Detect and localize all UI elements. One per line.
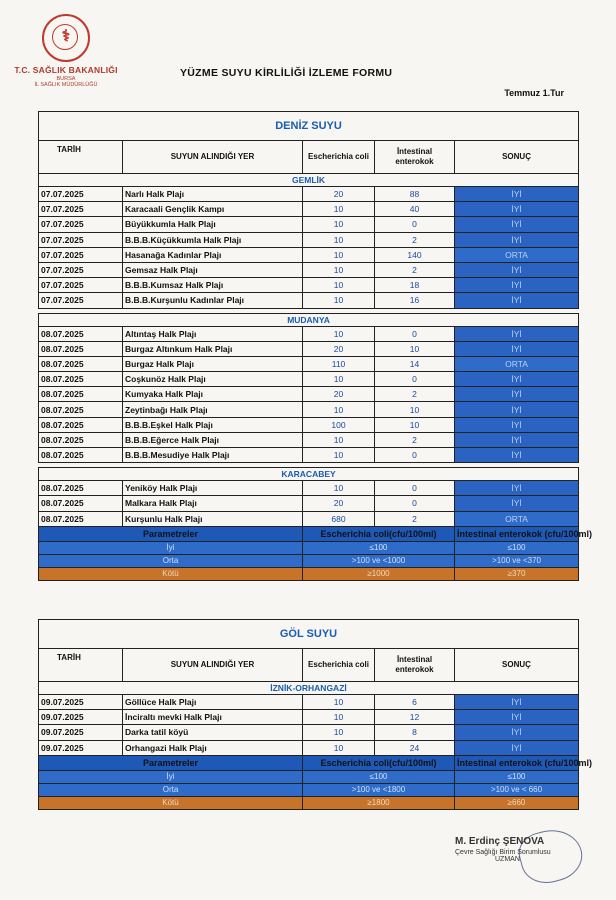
table-row xyxy=(39,293,579,308)
cell-entero: 16 xyxy=(375,293,455,308)
cell-result: İYİ xyxy=(455,372,579,387)
table-row xyxy=(39,511,579,526)
section-title: GÖL SUYU xyxy=(39,620,579,649)
cell-date: 08.07.2025 xyxy=(39,432,123,447)
cell-ecoli: 10 xyxy=(303,695,375,710)
sea-water-table xyxy=(38,111,593,581)
table-row xyxy=(39,417,579,432)
cell-date: 08.07.2025 xyxy=(39,417,123,432)
params-row xyxy=(39,796,579,809)
cell-entero: 0 xyxy=(375,496,455,511)
params-level: Orta xyxy=(39,554,303,567)
cell-entero: 2 xyxy=(375,262,455,277)
params-entero-value: >100 ve <370 xyxy=(455,554,579,567)
cell-location: Yeniköy Halk Plajı xyxy=(123,481,303,496)
cell-ecoli: 10 xyxy=(303,278,375,293)
cell-ecoli: 10 xyxy=(303,372,375,387)
cell-ecoli: 10 xyxy=(303,232,375,247)
cell-result: İYİ xyxy=(455,341,579,356)
cell-location: B.B.B.Mesudiye Halk Plajı xyxy=(123,448,303,463)
cell-ecoli: 10 xyxy=(303,740,375,755)
cell-entero: 2 xyxy=(375,232,455,247)
table-row xyxy=(39,481,579,496)
cell-location: Karacaali Gençlik Kampı xyxy=(123,202,303,217)
cell-date: 08.07.2025 xyxy=(39,402,123,417)
params-level: Kötü xyxy=(39,567,303,580)
form-title: YÜZME SUYU KİRLİLİĞİ İZLEME FORMU xyxy=(180,67,393,79)
cell-entero: 24 xyxy=(375,740,455,755)
cell-result: İYİ xyxy=(455,262,579,277)
table-row xyxy=(39,278,579,293)
cell-location: Burgaz Halk Plajı xyxy=(123,356,303,371)
cell-location: B.B.B.Kumsaz Halk Plajı xyxy=(123,278,303,293)
table-row xyxy=(39,402,579,417)
cell-result: İYİ xyxy=(455,187,579,202)
cell-ecoli: 10 xyxy=(303,293,375,308)
cell-date: 08.07.2025 xyxy=(39,496,123,511)
params-ecoli-value: >100 ve <1000 xyxy=(303,554,455,567)
cell-date: 09.07.2025 xyxy=(39,725,123,740)
header-row xyxy=(39,141,579,174)
title-row xyxy=(39,112,579,141)
table-row xyxy=(39,326,579,341)
cell-result: İYİ xyxy=(455,740,579,755)
cell-ecoli: 20 xyxy=(303,341,375,356)
cell-date: 07.07.2025 xyxy=(39,232,123,247)
cell-entero: 2 xyxy=(375,432,455,447)
col-entero: İntestinal enterokok xyxy=(375,649,455,682)
col-location: SUYUN ALINDIĞI YER xyxy=(123,649,303,682)
cell-date: 07.07.2025 xyxy=(39,278,123,293)
params-entero-value: ≥370 xyxy=(455,567,579,580)
table-row xyxy=(39,695,579,710)
group-name: İZNİK-ORHANGAZİ xyxy=(39,682,579,695)
signer-title: Çevre Sağlığı Birim Sorumlusu xyxy=(455,849,551,856)
col-location: SUYUN ALINDIĞI YER xyxy=(123,141,303,174)
cell-date: 08.07.2025 xyxy=(39,372,123,387)
cell-entero: 14 xyxy=(375,356,455,371)
params-ecoli-value: ≥1800 xyxy=(303,796,455,809)
params-row xyxy=(39,770,579,783)
department-name: İL SAĞLIK MÜDÜRLÜĞÜ xyxy=(34,82,98,88)
cell-entero: 0 xyxy=(375,372,455,387)
params-row xyxy=(39,567,579,580)
signer-name: M. Erdinç ŞENOVA xyxy=(455,836,545,847)
cell-date: 08.07.2025 xyxy=(39,481,123,496)
group-name: MUDANYA xyxy=(39,313,579,326)
cell-date: 08.07.2025 xyxy=(39,511,123,526)
params-entero-value: >100 ve < 660 xyxy=(455,783,579,796)
cell-ecoli: 20 xyxy=(303,387,375,402)
cell-ecoli: 10 xyxy=(303,217,375,232)
cell-date: 07.07.2025 xyxy=(39,293,123,308)
table-row xyxy=(39,496,579,511)
group-row xyxy=(39,313,579,326)
cell-result: İYİ xyxy=(455,725,579,740)
cell-entero: 0 xyxy=(375,448,455,463)
section-title: DENİZ SUYU xyxy=(39,112,579,141)
cell-date: 09.07.2025 xyxy=(39,740,123,755)
params-row xyxy=(39,541,579,554)
cell-result: İYİ xyxy=(455,387,579,402)
group-name: GEMLİK xyxy=(39,174,579,187)
table-row xyxy=(39,356,579,371)
cell-ecoli: 10 xyxy=(303,432,375,447)
cell-result: İYİ xyxy=(455,448,579,463)
cell-date: 07.07.2025 xyxy=(39,262,123,277)
col-result: SONUÇ xyxy=(455,141,579,174)
cell-location: Gemsaz Halk Plajı xyxy=(123,262,303,277)
table-row xyxy=(39,247,579,262)
cell-location: Coşkunöz Halk Plajı xyxy=(123,372,303,387)
table-row xyxy=(39,387,579,402)
cell-ecoli: 10 xyxy=(303,326,375,341)
params-entero-value: ≥660 xyxy=(455,796,579,809)
col-ecoli: Escherichia coli xyxy=(303,141,375,174)
cell-ecoli: 10 xyxy=(303,262,375,277)
cell-location: Burgaz Altınkum Halk Plajı xyxy=(123,341,303,356)
table-row xyxy=(39,710,579,725)
params-label: Parametreler xyxy=(39,526,303,541)
cell-result: ORTA xyxy=(455,511,579,526)
cell-ecoli: 10 xyxy=(303,402,375,417)
cell-date: 09.07.2025 xyxy=(39,695,123,710)
cell-location: B.B.B.Eşkel Halk Plajı xyxy=(123,417,303,432)
cell-location: Altıntaş Halk Plajı xyxy=(123,326,303,341)
header-row xyxy=(39,649,579,682)
cell-location: Büyükkumla Halk Plajı xyxy=(123,217,303,232)
cell-entero: 0 xyxy=(375,326,455,341)
params-ecoli-value: ≤100 xyxy=(303,770,455,783)
cell-date: 08.07.2025 xyxy=(39,356,123,371)
cell-ecoli: 10 xyxy=(303,202,375,217)
cell-entero: 88 xyxy=(375,187,455,202)
cell-entero: 2 xyxy=(375,387,455,402)
cell-entero: 10 xyxy=(375,402,455,417)
cell-location: İnciraltı mevki Halk Plajı xyxy=(123,710,303,725)
params-ecoli-value: >100 ve <1800 xyxy=(303,783,455,796)
cell-result: İYİ xyxy=(455,710,579,725)
col-result: SONUÇ xyxy=(455,649,579,682)
cell-ecoli: 10 xyxy=(303,481,375,496)
cell-ecoli: 20 xyxy=(303,496,375,511)
params-level: İyi xyxy=(39,770,303,783)
cell-date: 07.07.2025 xyxy=(39,217,123,232)
cell-ecoli: 10 xyxy=(303,448,375,463)
cell-result: İYİ xyxy=(455,695,579,710)
cell-entero: 0 xyxy=(375,481,455,496)
cell-ecoli: 680 xyxy=(303,511,375,526)
col-date: TARİH xyxy=(39,141,123,174)
cell-entero: 6 xyxy=(375,695,455,710)
city-name: BURSA xyxy=(56,76,76,82)
cell-location: Zeytinbağı Halk Plajı xyxy=(123,402,303,417)
ministry-name: T.C. SAĞLIK BAKANLIĞI xyxy=(14,65,118,75)
cell-location: Hasanağa Kadınlar Plajı xyxy=(123,247,303,262)
params-header-row xyxy=(39,526,579,541)
params-label: Parametreler xyxy=(39,755,303,770)
cell-location: Darka tatil köyü xyxy=(123,725,303,740)
table-row xyxy=(39,202,579,217)
table-row xyxy=(39,341,579,356)
cell-result: İYİ xyxy=(455,417,579,432)
cell-entero: 140 xyxy=(375,247,455,262)
caduceus-icon: ⚕ xyxy=(42,14,90,62)
cell-result: İYİ xyxy=(455,202,579,217)
cell-location: Malkara Halk Plajı xyxy=(123,496,303,511)
params-ecoli-head: Escherichia coli(cfu/100ml) xyxy=(303,755,455,770)
table-row xyxy=(39,432,579,447)
params-level: Orta xyxy=(39,783,303,796)
cell-result: İYİ xyxy=(455,432,579,447)
group-row xyxy=(39,174,579,187)
col-ecoli: Escherichia coli xyxy=(303,649,375,682)
group-row xyxy=(39,468,579,481)
params-ecoli-value: ≥1000 xyxy=(303,567,455,580)
cell-location: Narlı Halk Plajı xyxy=(123,187,303,202)
cell-location: Kurşunlu Halk Plajı xyxy=(123,511,303,526)
cell-location: Kumyaka Halk Plajı xyxy=(123,387,303,402)
cell-date: 08.07.2025 xyxy=(39,326,123,341)
cell-location: Orhangazi Halk Plajı xyxy=(123,740,303,755)
cell-result: İYİ xyxy=(455,293,579,308)
cell-location: B.B.B.Kurşunlu Kadınlar Plajı xyxy=(123,293,303,308)
cell-ecoli: 20 xyxy=(303,187,375,202)
cell-date: 08.07.2025 xyxy=(39,341,123,356)
params-row xyxy=(39,783,579,796)
table-row xyxy=(39,372,579,387)
cell-date: 07.07.2025 xyxy=(39,247,123,262)
params-level: Kötü xyxy=(39,796,303,809)
cell-result: ORTA xyxy=(455,356,579,371)
cell-entero: 8 xyxy=(375,725,455,740)
cell-location: Göllüce Halk Plajı xyxy=(123,695,303,710)
params-ecoli-value: ≤100 xyxy=(303,541,455,554)
params-entero-value: ≤100 xyxy=(455,541,579,554)
cell-result: İYİ xyxy=(455,402,579,417)
cell-result: İYİ xyxy=(455,481,579,496)
cell-result: İYİ xyxy=(455,496,579,511)
params-level: İyi xyxy=(39,541,303,554)
cell-date: 08.07.2025 xyxy=(39,387,123,402)
table-row xyxy=(39,262,579,277)
cell-ecoli: 10 xyxy=(303,247,375,262)
cell-date: 07.07.2025 xyxy=(39,202,123,217)
cell-ecoli: 10 xyxy=(303,710,375,725)
cell-entero: 12 xyxy=(375,710,455,725)
cell-date: 08.07.2025 xyxy=(39,448,123,463)
table-row xyxy=(39,725,579,740)
params-entero-value: ≤100 xyxy=(455,770,579,783)
params-ecoli-head: Escherichia coli(cfu/100ml) xyxy=(303,526,455,541)
cell-result: İYİ xyxy=(455,232,579,247)
cell-result: ORTA xyxy=(455,247,579,262)
cell-location: B.B.B.Eğerce Halk Plajı xyxy=(123,432,303,447)
cell-date: 09.07.2025 xyxy=(39,710,123,725)
table-row xyxy=(39,740,579,755)
cell-result: İYİ xyxy=(455,278,579,293)
cell-date: 07.07.2025 xyxy=(39,187,123,202)
cell-entero: 0 xyxy=(375,217,455,232)
params-entero-head: İntestinal enterokok (cfu/100ml) xyxy=(455,755,579,770)
cell-entero: 2 xyxy=(375,511,455,526)
cell-ecoli: 10 xyxy=(303,725,375,740)
cell-location: B.B.B.Küçükkumla Halk Plajı xyxy=(123,232,303,247)
signer-role: UZMAN xyxy=(495,856,520,863)
cell-entero: 18 xyxy=(375,278,455,293)
cell-entero: 10 xyxy=(375,341,455,356)
round-label: Temmuz 1.Tur xyxy=(504,88,564,98)
ministry-logo xyxy=(6,14,126,88)
cell-result: İYİ xyxy=(455,217,579,232)
signature-block xyxy=(455,836,605,863)
cell-entero: 40 xyxy=(375,202,455,217)
params-row xyxy=(39,554,579,567)
cell-ecoli: 100 xyxy=(303,417,375,432)
params-entero-head: İntestinal enterokok (cfu/100ml) xyxy=(455,526,579,541)
col-entero: İntestinal enterokok xyxy=(375,141,455,174)
group-name: KARACABEY xyxy=(39,468,579,481)
params-header-row xyxy=(39,755,579,770)
col-date: TARİH xyxy=(39,649,123,682)
table-row xyxy=(39,187,579,202)
cell-result: İYİ xyxy=(455,326,579,341)
table-row xyxy=(39,217,579,232)
cell-ecoli: 110 xyxy=(303,356,375,371)
table-row xyxy=(39,448,579,463)
cell-entero: 10 xyxy=(375,417,455,432)
table-row xyxy=(39,232,579,247)
lake-water-table xyxy=(38,619,593,810)
group-row xyxy=(39,682,579,695)
title-row xyxy=(39,620,579,649)
